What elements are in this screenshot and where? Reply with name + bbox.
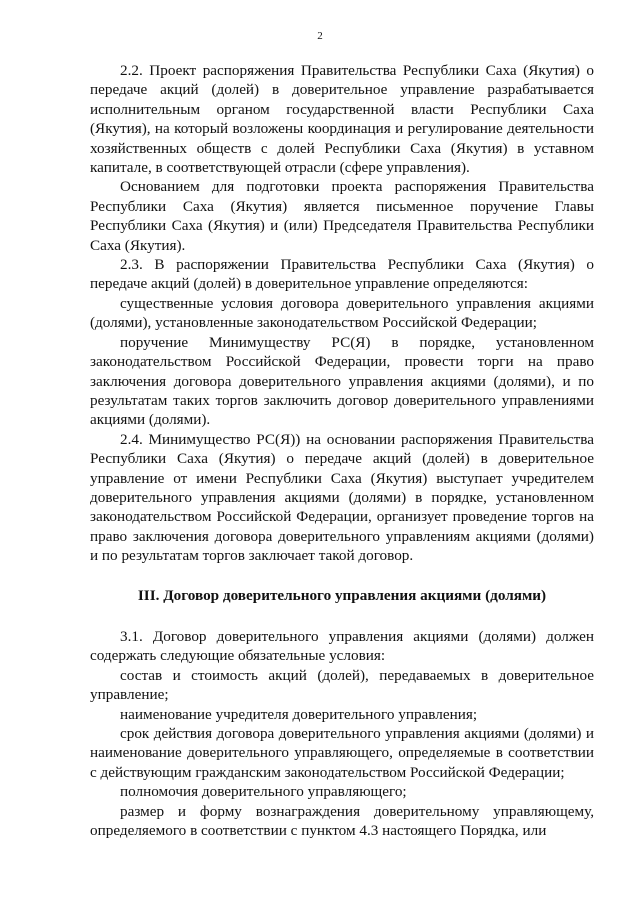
list-item-term: срок действия договора доверительного управления акциями (долями) и наименование доверительного управляющего, определяемые в соответствии с действующим гражданским законодательством Российской Федерации; — [90, 725, 594, 781]
paragraph-2-2: 2.2. Проект распоряжения Правительства Республики Саха (Якутия) о передаче акций (долей) в доверительное управление разрабатывается исполнительным органом государственной власти Республики Саха (Якутия), на который возложены координация и регулирование деятельности хозяйственных обществ с долей Республики Саха (Якутия) в уставном капитале, в соответствующей отрасли (сфере управления). — [90, 62, 594, 177]
list-item-composition: состав и стоимость акций (долей), передаваемых в доверительное управление; — [90, 666, 594, 704]
paragraph-basis: Основанием для подготовки проекта распоряжения Правительства Республики Саха (Якутия) является письменное поручение Главы Республики Саха (Якутия) и (или) Председателя Правительства Республики Саха (Якутия). — [90, 178, 594, 254]
paragraph-2-4: 2.4. Минимущество РС(Я)) на основании распоряжения Правительства Республики Саха (Якутия) о передаче акций (долей) в доверительное управление от имени Республики Саха (Якутия) выступает учредителем доверительного управления акциями (долями) в порядке, установленном законодательством Российской Федерации, организует проведение торгов на право заключения договора доверительного управлениям акциями (долями) и по результатам торгов заключает такой договор. — [90, 430, 594, 565]
paragraph-3-1: 3.1. Договор доверительного управления акциями (долями) должен содержать следующие обязательные условия: — [90, 627, 594, 665]
section-heading: III. Договор доверительного управления акциями (долями) — [137, 586, 547, 604]
document-body — [90, 61, 594, 840]
list-item-remuneration: размер и форму вознаграждения доверительному управляющему, определяемого в соответствии с пунктом 4.3 настоящего Порядка, или — [90, 802, 594, 840]
list-item-powers: полномочия доверительного управляющего; — [120, 783, 407, 801]
paragraph-instruction: поручение Минимуществу РС(Я) в порядке, установленном законодательством Российской Федерации, провести торги на право заключения договора доверительного управления акциями (долями), и по результатам таких торгов заключить договор доверительного управлениями акциями (долями). — [90, 333, 594, 429]
paragraph-essential-terms: существенные условия договора доверительного управления акциями (долями), установленные законодательством Российской Федерации; — [90, 294, 594, 332]
page-number: 2 — [317, 30, 323, 42]
paragraph-2-3: 2.3. В распоряжении Правительства Республики Саха (Якутия) о передаче акций (долей) в доверительное управление определяются: — [90, 256, 594, 293]
list-item-founder: наименование учредителя доверительного управления; — [120, 705, 478, 723]
